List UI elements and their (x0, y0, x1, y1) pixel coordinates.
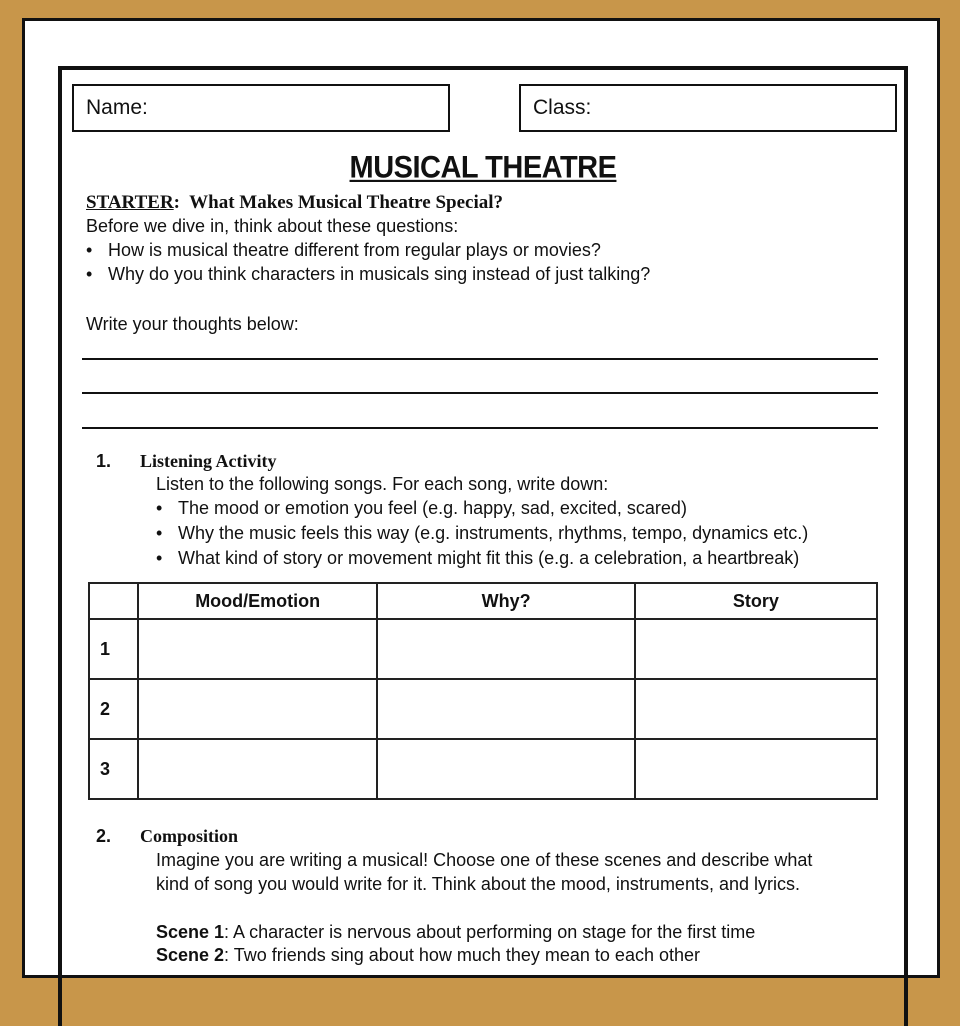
answer-line[interactable] (82, 392, 878, 394)
table-header: Story (635, 583, 877, 619)
page-title: MUSICAL THEATRE (349, 150, 617, 186)
starter-heading: STARTER: What Makes Musical Theatre Special? (86, 192, 503, 213)
why-cell[interactable] (377, 679, 634, 739)
story-cell[interactable] (635, 679, 877, 739)
scene-item: Scene 1: A character is nervous about performing on stage for the first time (156, 922, 756, 942)
section-2-line: kind of song you would write for it. Think about the mood, instruments, and lyrics. (156, 874, 800, 894)
class-field[interactable] (519, 84, 897, 132)
section-1-intro: Listen to the following songs. For each song, write down: (156, 474, 609, 494)
row-number: 1 (89, 619, 138, 679)
listening-table (88, 582, 878, 800)
worksheet-border (58, 66, 908, 1026)
scene-label: Scene 1 (156, 922, 225, 942)
table-header (89, 583, 138, 619)
table-row (89, 619, 877, 679)
story-cell[interactable] (635, 619, 877, 679)
starter-label: STARTER (86, 192, 174, 213)
section-1-bullet: • Why the music feels this way (e.g. instruments, rhythms, tempo, dynamics etc.) (156, 523, 809, 543)
mood-cell[interactable] (138, 679, 378, 739)
mood-cell[interactable] (138, 739, 378, 799)
name-label: Name: (86, 96, 148, 119)
section-1-number: 1. (96, 451, 112, 471)
section-1-title: Listening Activity (140, 451, 277, 471)
mood-cell[interactable] (138, 619, 378, 679)
starter-prompt: Write your thoughts below: (86, 314, 299, 334)
answer-line[interactable] (82, 358, 878, 360)
starter-intro: Before we dive in, think about these questions: (86, 216, 459, 236)
name-field[interactable] (72, 84, 450, 132)
section-1-bullet: • The mood or emotion you feel (e.g. happy, sad, excited, scared) (156, 498, 687, 518)
table-header-row (89, 583, 877, 619)
section-2-title: Composition (140, 826, 239, 846)
starter-question: • How is musical theatre different from regular plays or movies? (86, 240, 601, 260)
starter-question: • Why do you think characters in musicals sing instead of just talking? (86, 264, 651, 284)
section-2-line: Imagine you are writing a musical! Choose one of these scenes and describe what (156, 850, 813, 870)
starter-title: What Makes Musical Theatre Special? (189, 192, 503, 213)
scene-item: Scene 2: Two friends sing about how much they mean to each other (156, 945, 700, 965)
row-number: 2 (89, 679, 138, 739)
table-header: Mood/Emotion (138, 583, 378, 619)
table-header: Why? (377, 583, 634, 619)
table-row (89, 679, 877, 739)
row-number: 3 (89, 739, 138, 799)
answer-line[interactable] (82, 427, 878, 429)
section-1-bullet: • What kind of story or movement might fit this (e.g. a celebration, a heartbreak) (156, 548, 800, 568)
section-2-number: 2. (96, 826, 112, 846)
story-cell[interactable] (635, 739, 877, 799)
why-cell[interactable] (377, 619, 634, 679)
table-row (89, 739, 877, 799)
why-cell[interactable] (377, 739, 634, 799)
scene-label: Scene 2 (156, 945, 225, 965)
class-label: Class: (533, 96, 592, 119)
worksheet-page (22, 18, 940, 978)
